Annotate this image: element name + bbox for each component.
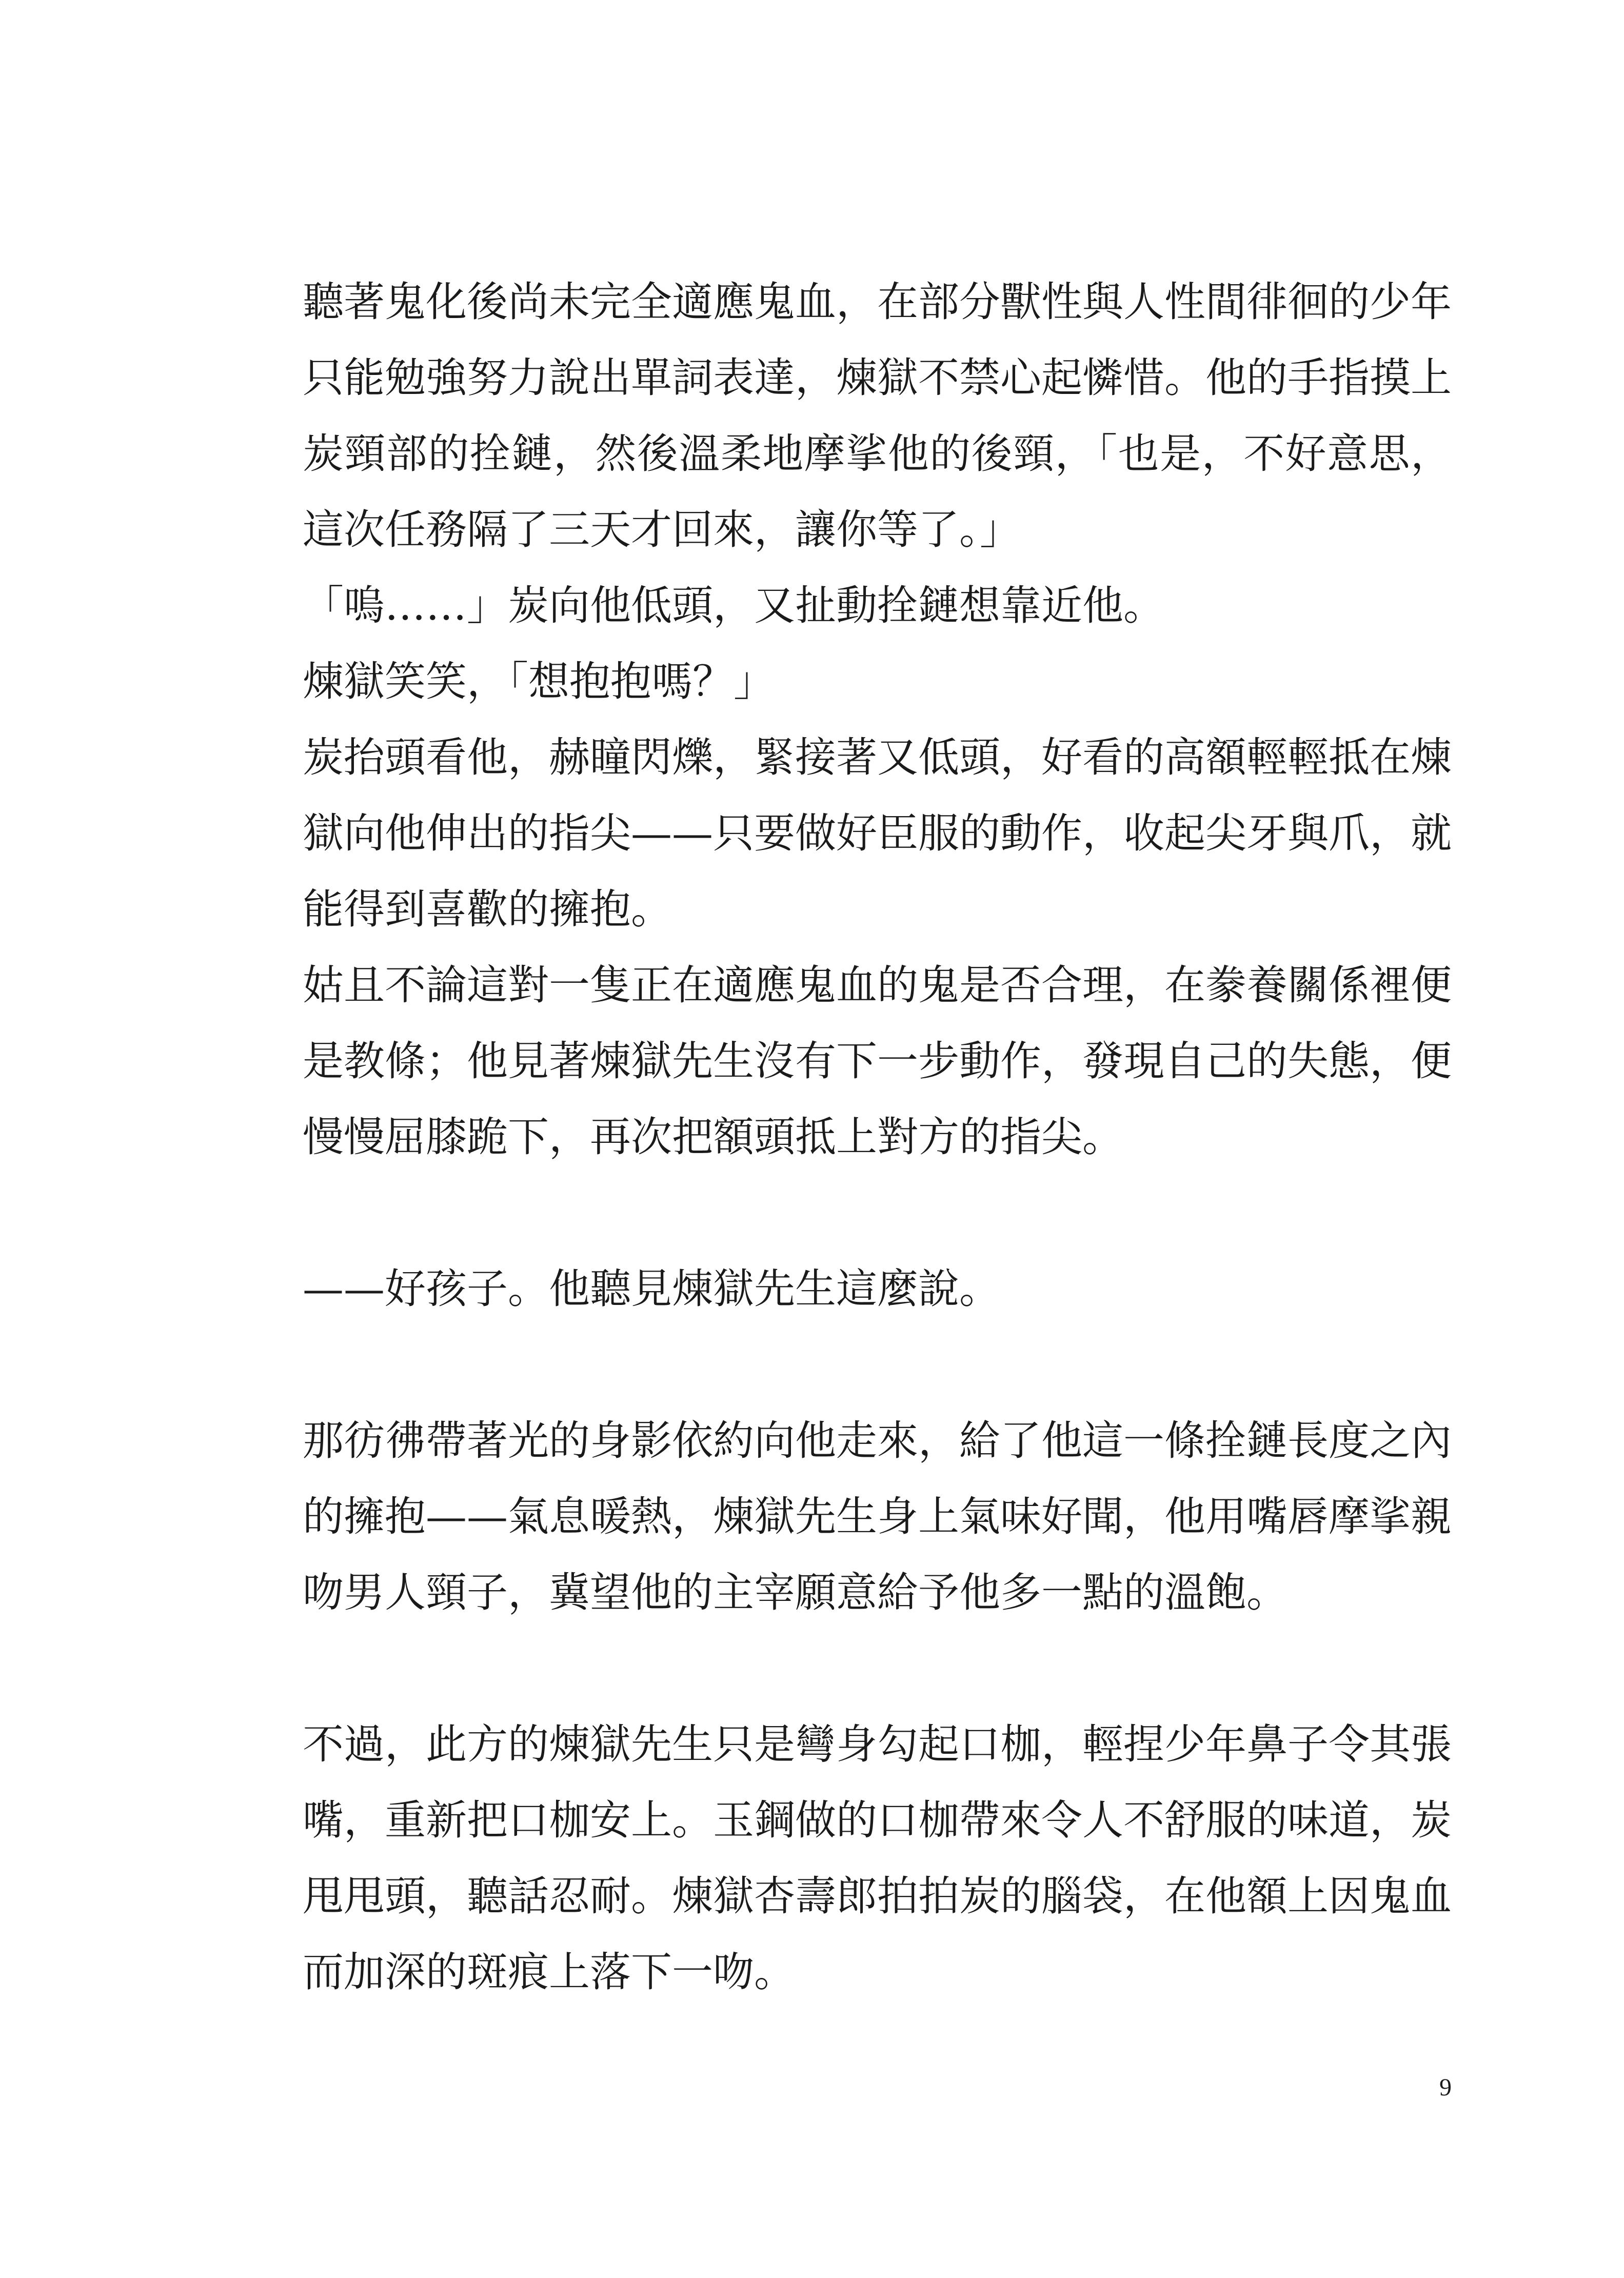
text-line: 姑且不論這對一隻正在適應鬼血的鬼是否合理，在豢養關係裡便 xyxy=(303,961,1452,1009)
text-line: 「嗚……」炭向他低頭，又扯動拴鏈想靠近他。 xyxy=(303,582,1164,629)
paragraph-gap xyxy=(303,1175,1452,1251)
text-line: 炭頸部的拴鏈，然後溫柔地摩挲他的後頸，「也是，不好意思， xyxy=(303,430,1452,478)
paragraph-gap xyxy=(303,1327,1452,1403)
text-line: 聽著鬼化後尚未完全適應鬼血，在部分獸性與人性間徘徊的少年 xyxy=(303,278,1452,326)
text-line: 的擁抱——氣息暖熱，煉獄先生身上氣味好聞，他用嘴唇摩挲親 xyxy=(303,1493,1452,1540)
body-text xyxy=(303,264,1452,2010)
page-number: 9 xyxy=(1439,2074,1452,2101)
text-line: 那彷彿帶著光的身影依約向他走來，給了他這一條拴鏈長度之內 xyxy=(303,1417,1452,1464)
text-line: 只能勉強努力說出單詞表達，煉獄不禁心起憐惜。他的手指摸上 xyxy=(303,354,1452,402)
text-line: 不過，此方的煉獄先生只是彎身勾起口枷，輕捏少年鼻子令其張 xyxy=(303,1720,1452,1768)
text-line: 煉獄笑笑，「想抱抱嗎？」 xyxy=(303,658,775,705)
text-line: 是教條；他見著煉獄先生沒有下一步動作，發現自己的失態，便 xyxy=(303,1037,1452,1085)
text-line: ——好孩子。他聽見煉獄先生這麼說。 xyxy=(303,1265,1000,1313)
text-line: 這次任務隔了三天才回來，讓你等了。」 xyxy=(303,506,1021,553)
text-line: 炭抬頭看他，赫瞳閃爍，緊接著又低頭，好看的高額輕輕抵在煉 xyxy=(303,734,1452,781)
text-line: 嘴，重新把口枷安上。玉鋼做的口枷帶來令人不舒服的味道，炭 xyxy=(303,1796,1452,1844)
paragraph-gap xyxy=(303,1631,1452,1707)
text-line: 慢慢屈膝跪下，再次把額頭抵上對方的指尖。 xyxy=(303,1113,1123,1161)
text-line: 而加深的斑痕上落下一吻。 xyxy=(303,1948,795,1996)
text-line: 能得到喜歡的擁抱。 xyxy=(303,885,672,933)
text-line: 甩甩頭，聽話忍耐。煉獄杏壽郎拍拍炭的腦袋，在他額上因鬼血 xyxy=(303,1872,1452,1920)
text-line: 獄向他伸出的指尖——只要做好臣服的動作，收起尖牙與爪，就 xyxy=(303,809,1452,857)
text-line: 吻男人頸子，冀望他的主宰願意給予他多一點的溫飽。 xyxy=(303,1569,1288,1616)
